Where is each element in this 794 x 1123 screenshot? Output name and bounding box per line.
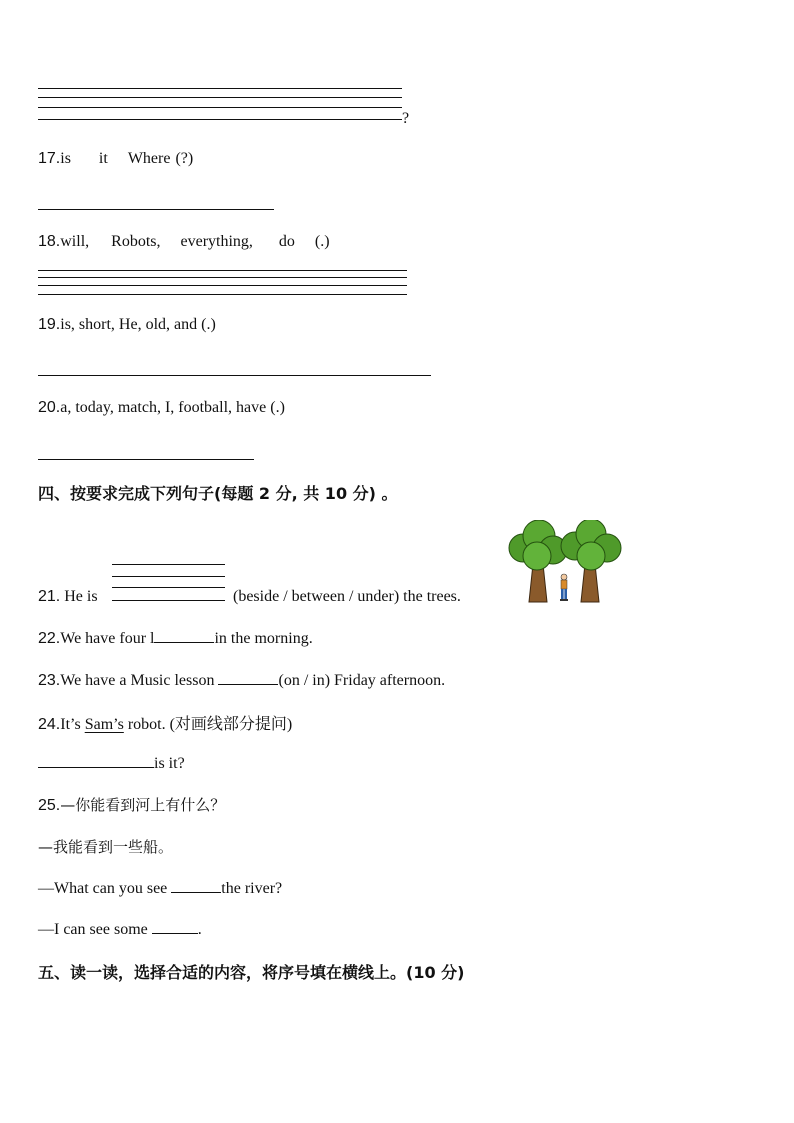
- q23-blank[interactable]: [218, 670, 278, 685]
- q23-text-after: (on / in) Friday afternoon.: [278, 672, 446, 689]
- q25-en-answer-after: .: [197, 921, 202, 938]
- punctuation-hint: (.): [314, 233, 330, 250]
- question-number: 21.: [38, 588, 61, 605]
- q25-en-question-after: the river?: [221, 880, 283, 897]
- q24-answer-tail: is it?: [154, 755, 185, 772]
- answer-line[interactable]: [38, 270, 407, 271]
- q24-blank[interactable]: [38, 753, 154, 768]
- q25-cn-question: —你能看到河上有什么？: [60, 796, 226, 814]
- q24-underlined-word: Sam’s: [84, 716, 124, 733]
- q22-blank[interactable]: [154, 628, 214, 643]
- question-number: 20.: [38, 399, 61, 416]
- q20-answer-line[interactable]: [38, 459, 254, 460]
- q24-text-before: It’s: [60, 716, 85, 733]
- q25-blank-2[interactable]: [152, 919, 198, 934]
- word: Robots,: [111, 233, 161, 250]
- word: it: [98, 150, 108, 167]
- q24-text-after: robot. (对画线部分提问): [123, 716, 293, 733]
- q25-english-question: [38, 878, 282, 898]
- q21-prompt: [38, 588, 98, 606]
- q16-question-mark: ?: [402, 110, 410, 127]
- punctuation-hint: (?): [175, 150, 194, 167]
- q20-prompt: [38, 399, 285, 417]
- answer-line[interactable]: [38, 88, 402, 89]
- question-number: 17.: [38, 150, 61, 167]
- q22-prompt: [38, 628, 313, 648]
- answer-line[interactable]: [112, 587, 225, 588]
- word: will,: [60, 233, 90, 250]
- answer-line[interactable]: [112, 564, 225, 565]
- q22-text-after: in the morning.: [214, 630, 313, 647]
- q25-chinese-answer: —我能看到一些船。: [38, 838, 174, 856]
- answer-line[interactable]: [38, 294, 407, 295]
- q20-words: a, today, match, I, football, have (.): [60, 399, 285, 416]
- q25-blank-1[interactable]: [171, 878, 221, 893]
- q21-options: (beside / between / under) the trees.: [233, 588, 461, 605]
- q25-english-answer: [38, 919, 202, 939]
- section-4-heading: 四、按要求完成下列句子(每题 2 分, 共 10 分) 。: [38, 484, 398, 503]
- q22-text-before: We have four l: [60, 630, 155, 647]
- answer-line[interactable]: [112, 600, 225, 601]
- answer-line[interactable]: [38, 97, 402, 98]
- answer-line[interactable]: [38, 277, 407, 278]
- q19-answer-line[interactable]: [38, 375, 431, 376]
- q24-prompt: [38, 711, 292, 734]
- section-5-heading: 五、读一读，选择合适的内容，将序号填在横线上。(10 分): [38, 963, 465, 982]
- answer-line[interactable]: [38, 107, 402, 108]
- q25-en-answer-before: —I can see some: [38, 921, 148, 938]
- q17-prompt: [38, 150, 193, 168]
- q21-text-before: He is: [60, 588, 98, 605]
- question-number: 18.: [38, 233, 61, 250]
- word: do: [278, 233, 295, 250]
- trees-illustration: [503, 520, 623, 604]
- question-number: 25.: [38, 797, 61, 814]
- question-number: 23.: [38, 672, 61, 689]
- q23-prompt: [38, 670, 445, 690]
- q17-answer-line[interactable]: [38, 209, 274, 210]
- q23-text-before: We have a Music lesson: [60, 672, 215, 689]
- answer-line[interactable]: [38, 119, 402, 120]
- answer-line[interactable]: [38, 285, 407, 286]
- trees-boy-icon: [503, 520, 623, 604]
- word: Where: [127, 150, 171, 167]
- question-number: 24.: [38, 716, 61, 733]
- q18-prompt: [38, 233, 330, 251]
- question-number: 22.: [38, 630, 61, 647]
- word: everything,: [180, 233, 253, 250]
- q25-chinese-question: [38, 794, 225, 815]
- q24-answer: [38, 753, 185, 773]
- q19-prompt: [38, 316, 216, 334]
- answer-line[interactable]: [112, 576, 225, 577]
- q19-words: is, short, He, old, and (.): [60, 316, 216, 333]
- q25-en-question-before: —What can you see: [38, 880, 168, 897]
- word: is: [60, 150, 71, 167]
- question-number: 19.: [38, 316, 61, 333]
